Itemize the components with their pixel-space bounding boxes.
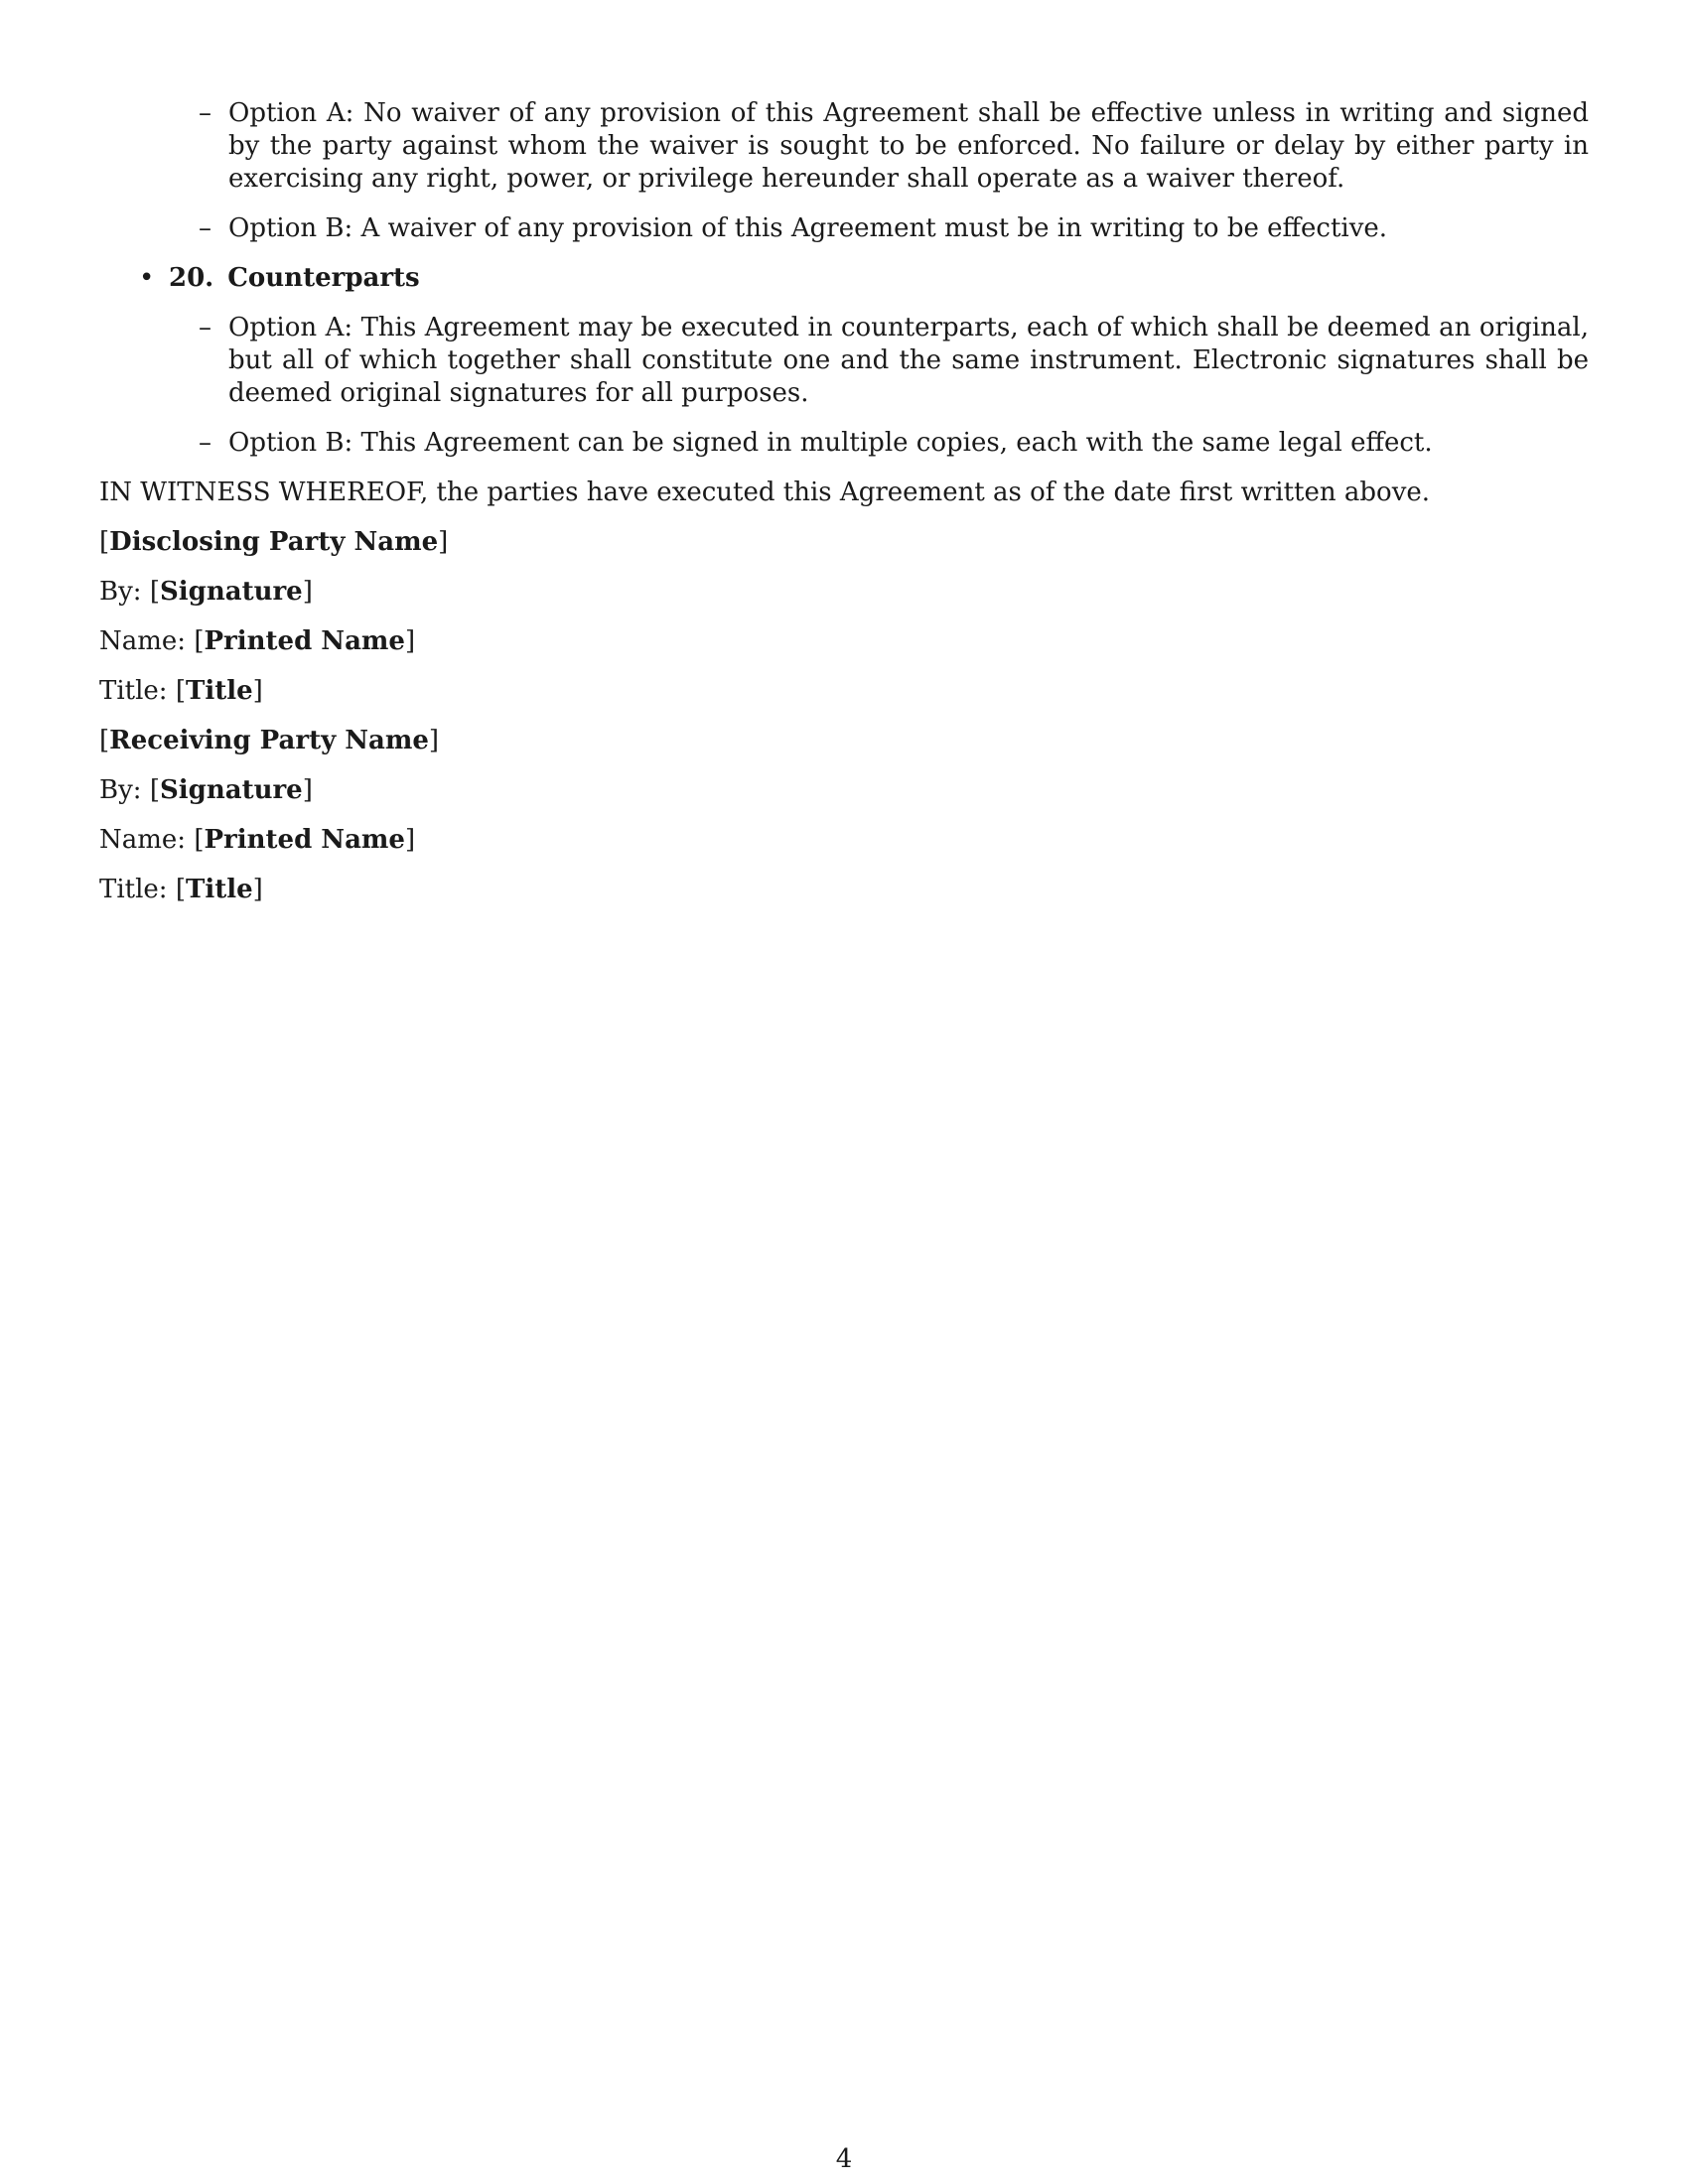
section-20-option-a [199,312,1590,410]
page-number: 4 [835,2144,853,2174]
option-text: A waiver of any provision of this Agreement must be in writing to be effective. [360,213,1388,243]
option-label: Option B: [228,213,353,243]
disclosing-party-name: [Disclosing Party Name] [99,527,449,557]
section-number: 20. [169,263,214,293]
option-text: This Agreement may be executed in counterparts, each of which shall be deemed an original, but all of which together shall constitute one and the same instrument. Electronic signatures shall be deemed original signatures for all purposes. [228,313,1590,408]
party-name-placeholder: Receiving Party Name [109,726,429,755]
section-20-option-b [199,427,1589,460]
option-text: No waiver of any provision of this Agreement shall be effective unless in writing and signed by the party against whom the waiver is sought to be enforced. No failure or delay by either party in exercising any right, power, or privilege hereunder shall operate as a waiver thereof. [228,98,1589,194]
section-title: Counterparts [227,263,420,293]
receiving-party-name: [Receiving Party Name] [99,726,440,755]
title-placeholder: Title [186,676,253,706]
bullet-marker: • [139,263,155,293]
section-20-heading [139,262,1589,295]
disclosing-by-line: By: [Signature] [99,577,313,607]
disclosing-title-line: Title: [Title] [99,676,263,706]
disclosing-name-line: Name: [Printed Name] [99,626,416,656]
dash-marker: – [199,213,211,243]
dash-marker: – [199,428,211,458]
receiving-by-line: By: [Signature] [99,775,313,805]
by-label: By: [99,577,142,607]
title-placeholder: Title [186,875,253,904]
signature-placeholder: Signature [159,577,303,607]
witness-statement: IN WITNESS WHEREOF, the parties have executed this Agreement as of the date first written above. [99,478,1431,507]
name-label: Name: [99,825,187,855]
printed-name-placeholder: Printed Name [204,825,405,855]
name-label: Name: [99,626,187,656]
printed-name-placeholder: Printed Name [204,626,405,656]
section-19-option-b [199,212,1589,245]
section-19-option-a [199,97,1589,196]
option-label: Option A: [228,313,353,342]
party-name-placeholder: Disclosing Party Name [109,527,439,557]
option-label: Option A: [228,98,354,128]
by-label: By: [99,775,142,805]
title-label: Title: [99,875,168,904]
dash-marker: – [199,313,211,342]
dash-marker: – [199,98,211,128]
receiving-title-line: Title: [Title] [99,875,263,904]
option-label: Option B: [228,428,353,458]
option-text: This Agreement can be signed in multiple copies, each with the same legal effect. [360,428,1433,458]
page-content [99,97,1589,923]
signature-placeholder: Signature [159,775,303,805]
receiving-name-line: Name: [Printed Name] [99,825,416,855]
title-label: Title: [99,676,168,706]
